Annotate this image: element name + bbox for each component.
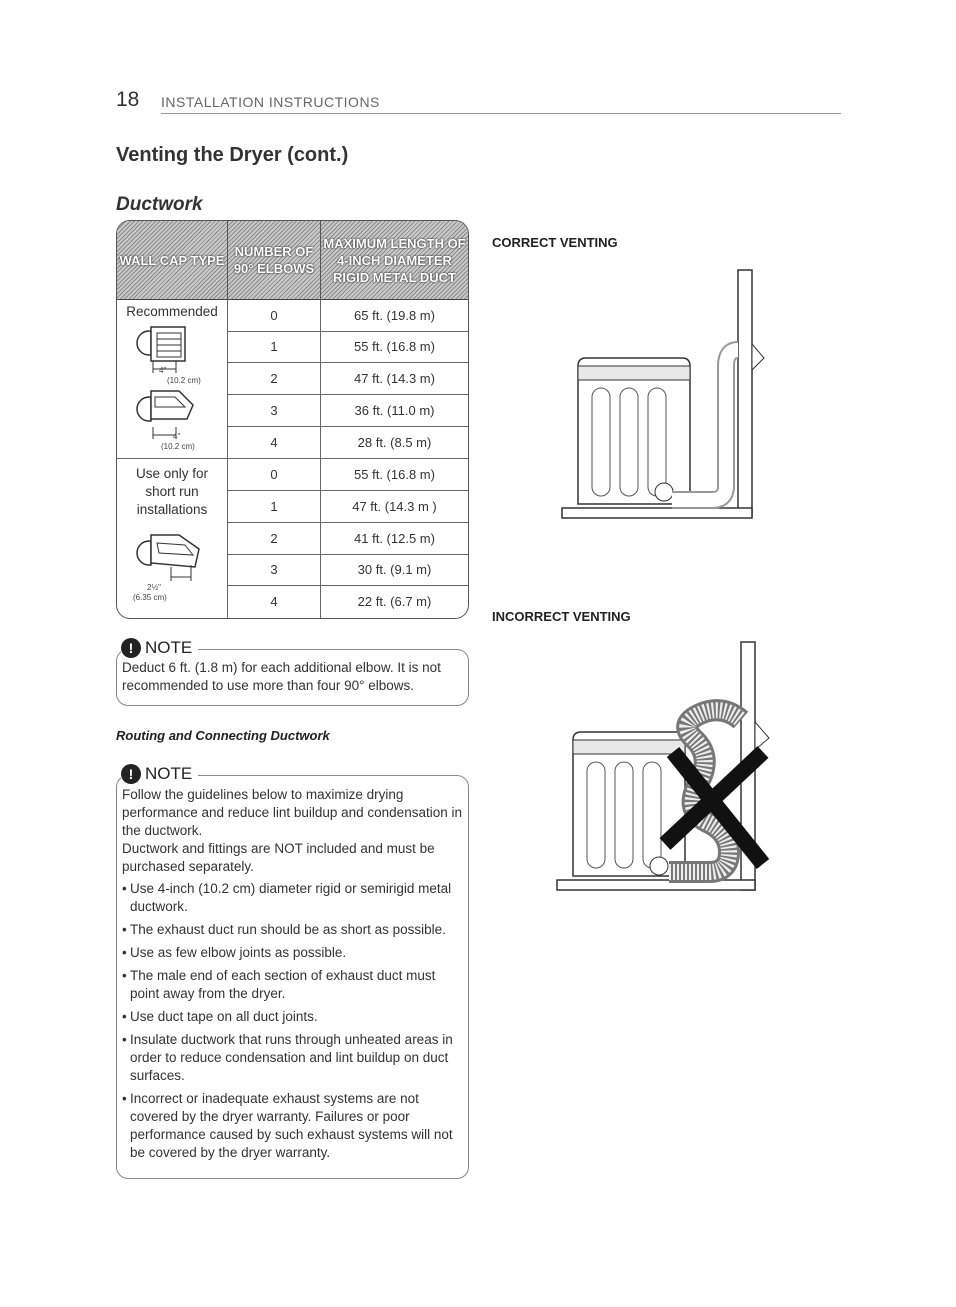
- note-box-elbow-deduction: [116, 638, 469, 706]
- list-item: • The male end of each section of exhaust duct must point away from the dryer.: [122, 967, 464, 1003]
- ductwork-table: [116, 220, 469, 619]
- elbows-cell: 1: [270, 339, 278, 354]
- cap-dim-cm: (10.2 cm): [161, 442, 195, 451]
- correct-venting-label: CORRECT VENTING: [492, 235, 618, 250]
- list-item: • Insulate ductwork that runs through unheated areas in order to reduce condensation and lint buildup on duct surfaces.: [122, 1031, 464, 1085]
- note-heading-text: NOTE: [145, 764, 193, 783]
- note-heading-text: NOTE: [145, 638, 193, 657]
- correct-venting-illustration: [560, 268, 780, 523]
- incorrect-venting-illustration: [555, 640, 785, 895]
- exclamation-icon: !: [121, 638, 141, 658]
- length-cell: 47 ft. (14.3 m): [354, 370, 435, 386]
- exclamation-icon: !: [121, 764, 141, 784]
- wall-cap-louvered-icon: [131, 325, 211, 455]
- section-subtitle: Ductwork: [116, 194, 203, 215]
- elbows-cell: 3: [270, 562, 278, 577]
- note-intro: Ductwork and fittings are NOT included and must be purchased separately.: [122, 841, 435, 874]
- list-item: • The exhaust duct run should be as short as possible.: [122, 921, 464, 939]
- note-heading: [121, 764, 198, 784]
- length-cell: 47 ft. (14.3 m ): [352, 498, 437, 514]
- page-title: Venting the Dryer (cont.): [116, 144, 349, 166]
- length-cell: 22 ft. (6.7 m): [357, 594, 432, 609]
- cap-dim-inches: 4": [159, 366, 167, 375]
- header-number-of-elbows: NUMBER OF 90° ELBOWS: [228, 221, 321, 299]
- header-max-length: MAXIMUM LENGTH OF 4-INCH DIAMETER RIGID METAL DUCT: [321, 221, 468, 299]
- length-cell: 36 ft. (11.0 m): [354, 402, 435, 418]
- list-item: • Use duct tape on all duct joints.: [122, 1008, 464, 1026]
- elbows-cell: 4: [270, 594, 278, 609]
- list-item: • Use 4-inch (10.2 cm) diameter rigid or semirigid metal ductwork.: [122, 880, 464, 916]
- elbows-cell: 1: [270, 498, 278, 514]
- note-text: Deduct 6 ft. (1.8 m) for each additional elbow. It is not recommended to use more than four 90° elbows.: [122, 660, 441, 693]
- cap-dim-cm: (10.2 cm): [167, 376, 201, 385]
- wall-cap-hood-icon: [131, 529, 221, 599]
- elbows-cell: 3: [270, 402, 278, 418]
- list-item: • Use as few elbow joints as possible.: [122, 944, 464, 962]
- elbows-cell: 2: [270, 530, 278, 546]
- section-label: INSTALLATION INSTRUCTIONS: [161, 94, 380, 110]
- incorrect-venting-label: INCORRECT VENTING: [492, 609, 631, 624]
- cap-dim-inches: 2½": [147, 583, 161, 592]
- note-intro: Follow the guidelines below to maximize drying performance and reduce lint buildup and condensation in the ductwork.: [122, 787, 462, 838]
- routing-heading: Routing and Connecting Ductwork: [116, 728, 330, 743]
- page-number: 18: [116, 88, 140, 111]
- note-heading: [121, 638, 198, 658]
- elbows-cell: 0: [270, 466, 278, 482]
- cap-dim-cm: (6.35 cm): [133, 593, 167, 602]
- elbows-cell: 2: [270, 370, 278, 386]
- cap-dim-inches: 4": [173, 432, 181, 441]
- header-wall-cap-type: WALL CAP TYPE: [117, 221, 228, 299]
- guideline-list: [122, 880, 464, 1162]
- length-cell: 30 ft. (9.1 m): [357, 562, 432, 577]
- group-label-short-run: Use only for short run installations: [135, 466, 209, 517]
- group-label-recommended: Recommended: [126, 304, 218, 319]
- note-box-guidelines: [116, 764, 469, 1179]
- length-cell: 28 ft. (8.5 m): [357, 434, 432, 450]
- elbows-cell: 0: [270, 307, 278, 323]
- length-cell: 65 ft. (19.8 m): [354, 307, 435, 323]
- list-item: • Incorrect or inadequate exhaust systems are not covered by the dryer warranty. Failures or poor performance caused by such exhaust systems will not be covered by the dryer warranty.: [122, 1090, 464, 1162]
- header-rule: [161, 113, 841, 114]
- length-cell: 55 ft. (16.8 m): [354, 466, 435, 482]
- elbows-cell: 4: [270, 434, 278, 450]
- length-cell: 55 ft. (16.8 m): [354, 339, 435, 354]
- length-cell: 41 ft. (12.5 m): [354, 530, 435, 546]
